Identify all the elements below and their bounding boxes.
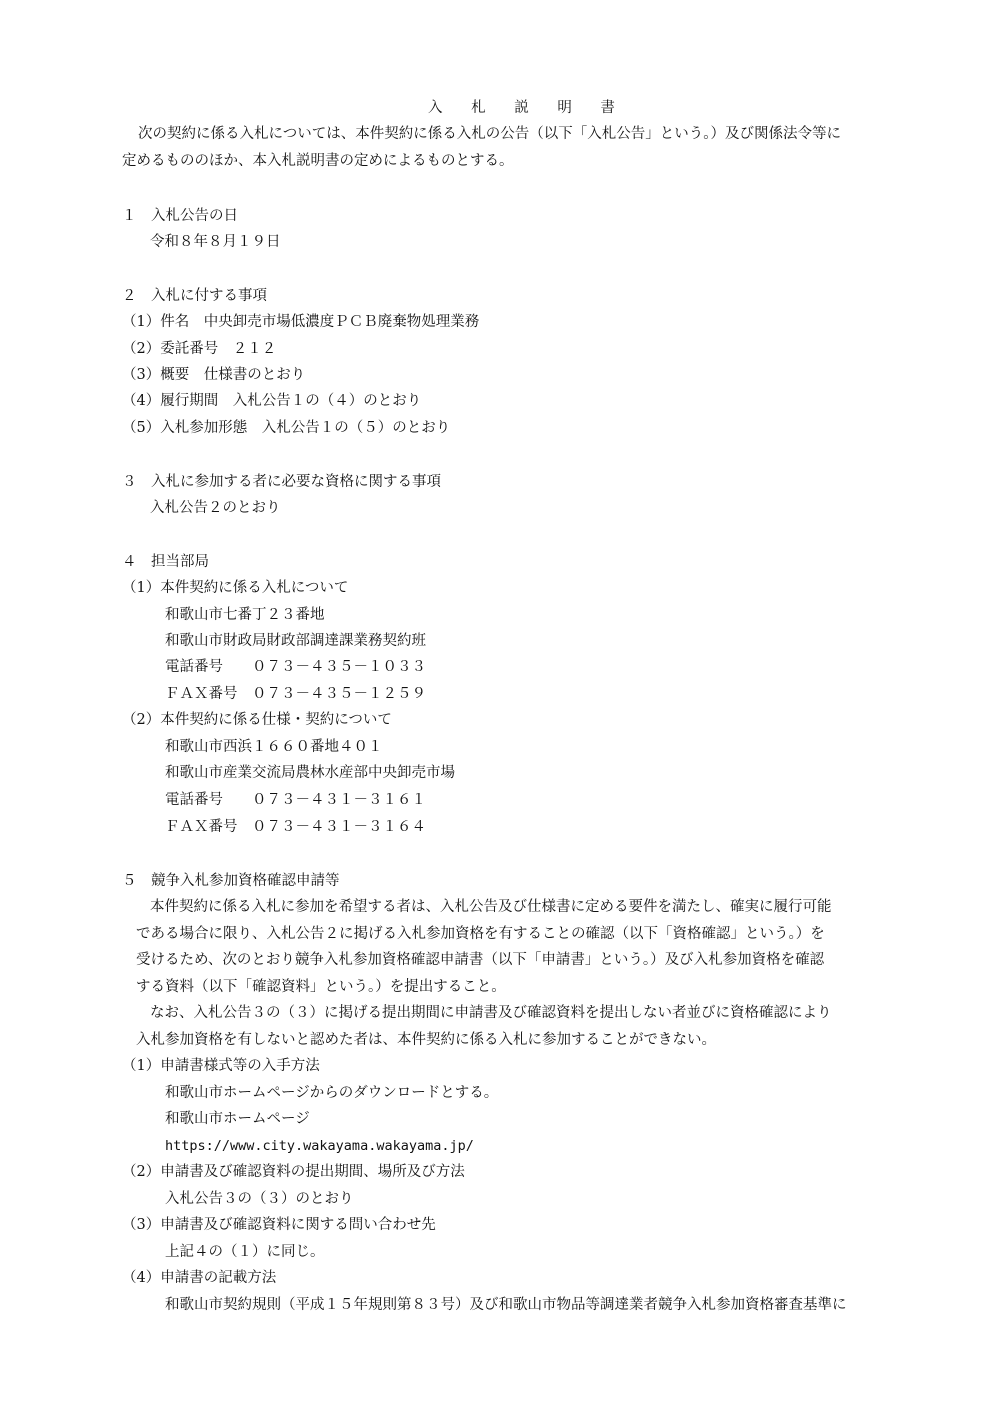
section-5-sub3-label: （3）申請書及び確認資料に関する問い合わせ先 [122,1217,436,1233]
fax-line: ＦＡＸ番号 ０７３－４３１－３１６４ [165,819,426,835]
section-2-item: （5）入札参加形態 入札公告１の（５）のとおり [122,420,451,436]
section-5-paragraph-line: なお、入札公告３の（３）に掲げる提出期間に申請書及び確認資料を提出しない者並びに資格確認により [150,1005,832,1021]
section-5-sub1-line: 和歌山市ホームページからのダウンロードとする。 [165,1085,499,1101]
section-2-item: （3）概要 仕様書のとおり [122,367,306,383]
section-5-paragraph-line: する資料（以下「確認資料」という。）を提出すること。 [136,979,506,995]
section-5-sub4-label: （4）申請書の記載方法 [122,1270,277,1286]
section-5-paragraph-line: 入札参加資格を有しないと認めた者は、本件契約に係る入札に参加することができない。 [136,1032,716,1048]
intro-line: 定めるもののほか、本入札説明書の定めによるものとする。 [122,153,514,169]
section-2-heading: ２ 入札に付する事項 [122,288,267,304]
section-3-heading: ３ 入札に参加する者に必要な資格に関する事項 [122,474,441,490]
address-line: 和歌山市西浜１６６０番地４０１ [165,739,383,755]
section-3-body: 入札公告２のとおり [150,500,281,516]
section-5-sub2-body: 入札公告３の（３）のとおり [165,1191,354,1207]
section-5-paragraph-line: 本件契約に係る入札に参加を希望する者は、入札公告及び仕様書に定める要件を満たし、確実に履行可能 [150,899,832,915]
section-4-sub2-label: （2）本件契約に係る仕様・契約について [122,712,392,728]
section-4-sub1-label: （1）本件契約に係る入札について [122,580,349,596]
department-line: 和歌山市産業交流局農林水産部中央卸売市場 [165,765,455,781]
fax-line: ＦＡＸ番号 ０７３－４３５－１２５９ [165,686,426,702]
section-2-item: （2）委託番号 ２１２ [122,341,277,357]
phone-line: 電話番号 ０７３－４３５－１０３３ [165,659,426,675]
section-5-paragraph-line: である場合に限り、入札公告２に掲げる入札参加資格を有することの確認（以下「資格確認」という。）を [136,926,825,942]
section-2-item: （4）履行期間 入札公告１の（４）のとおり [122,393,422,409]
homepage-url-link[interactable]: https://www.city.wakayama.wakayama.jp/ [165,1138,474,1154]
section-1-heading: １ 入札公告の日 [122,208,238,224]
phone-line: 電話番号 ０７３－４３１－３１６１ [165,792,426,808]
section-4-heading: ４ 担当部局 [122,554,209,570]
section-2-item: （1）件名 中央卸売市場低濃度ＰＣＢ廃棄物処理業務 [122,314,480,330]
address-line: 和歌山市七番丁２３番地 [165,607,325,623]
section-5-paragraph-line: 受けるため、次のとおり競争入札参加資格確認申請書（以下「申請書」という。）及び入札参加資格を確認 [136,952,825,968]
intro-line: 次の契約に係る入札については、本件契約に係る入札の公告（以下「入札公告」という。）及び関係法令等に [138,126,841,142]
section-1-body: 令和８年８月１９日 [150,234,281,250]
section-5-sub3-body: 上記４の（１）に同じ。 [165,1244,325,1260]
section-5-sub2-label: （2）申請書及び確認資料の提出期間、場所及び方法 [122,1164,465,1180]
section-5-heading: ５ 競争入札参加資格確認申請等 [122,873,340,889]
section-5-sub1-label: （1）申請書様式等の入手方法 [122,1058,320,1074]
section-5-sub1-line: 和歌山市ホームページ [165,1111,310,1127]
section-5-sub4-body: 和歌山市契約規則（平成１５年規則第８３号）及び和歌山市物品等調達業者競争入札参加資格審査基準に [165,1297,847,1313]
document-title: 入 札 説 明 書 [428,100,627,116]
department-line: 和歌山市財政局財政部調達課業務契約班 [165,633,426,649]
